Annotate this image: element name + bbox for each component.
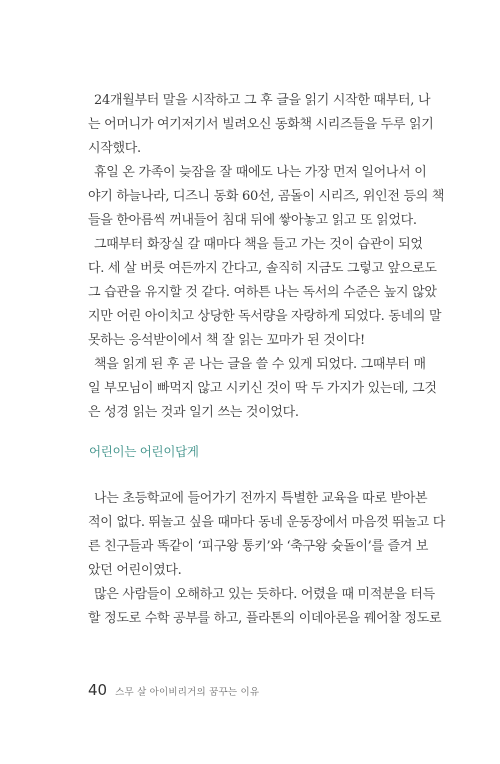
body-line-10: 지만 어린 아이치고 상당한 독서량을 자랑하게 되었다. 동네의 말 <box>88 309 442 324</box>
body-line-9: 그 습관을 유지할 것 같다. 여하튼 나는 독서의 수준은 높지 않았 <box>88 285 437 300</box>
section-heading: 어린이는 어린이답게 <box>89 444 199 459</box>
body-line-12: 책을 읽게 된 후 곧 나는 글을 쓸 수 있게 되었다. 그때부터 매 <box>94 357 426 372</box>
section-line-3: 른 친구들과 똑같이 ‘피구왕 통키’와 ‘축구왕 슛돌이’를 즐겨 보 <box>88 539 429 554</box>
body-line-13: 일 부모님이 빠먹지 않고 시키신 것이 딱 두 가지가 있는데, 그것 <box>88 381 437 396</box>
running-title: 스무 살 아이비리거의 꿈꾸는 이유 <box>115 687 260 698</box>
section-line-1: 나는 초등학교에 들어가기 전까지 특별한 교육을 따로 받아본 <box>94 491 428 506</box>
body-line-6: 들을 한아름씩 꺼내들어 침대 뒤에 쌓아놓고 읽고 또 읽었다. <box>88 213 417 228</box>
page-number: 40 <box>88 681 108 699</box>
body-line-2: 는 어머니가 여기저기서 빌려오신 동화책 시리즈들을 두루 읽기 <box>88 117 434 132</box>
body-line-7: 그때부터 화장실 갈 때마다 책을 들고 가는 것이 습관이 되었 <box>94 237 423 252</box>
body-line-8: 다. 세 살 버릇 여든까지 간다고, 솔직히 지금도 그렇고 앞으로도 <box>88 261 437 276</box>
body-line-4: 휴일 온 가족이 늦잠을 잘 때에도 나는 가장 먼저 일어나서 이 <box>94 165 427 180</box>
section-line-4: 았던 어린이였다. <box>88 563 182 578</box>
body-line-5: 야기 하늘나라, 디즈니 동화 60선, 곰돌이 시리즈, 위인전 등의 책 <box>88 189 445 204</box>
body-line-14: 은 성경 읽는 것과 일기 쓰는 것이었다. <box>88 405 299 420</box>
body-line-1: 24개월부터 말을 시작하고 그 후 글을 읽기 시작한 때부터, 나 <box>94 93 431 108</box>
body-line-3: 시작했다. <box>88 141 141 156</box>
page-footer <box>88 681 259 701</box>
section-line-5: 많은 사람들이 오해하고 있는 듯하다. 어렸을 때 미적분을 터득 <box>94 587 435 602</box>
body-line-11: 못하는 응석받이에서 책 잘 읽는 꼬마가 된 것이다! <box>88 333 365 348</box>
section-line-6: 할 정도로 수학 공부를 하고, 플라톤의 이데아론을 꿰어찰 정도로 <box>88 611 442 626</box>
section-line-2: 적이 없다. 뛰놀고 싶을 때마다 동네 운동장에서 마음껏 뛰놀고 다 <box>88 515 446 530</box>
